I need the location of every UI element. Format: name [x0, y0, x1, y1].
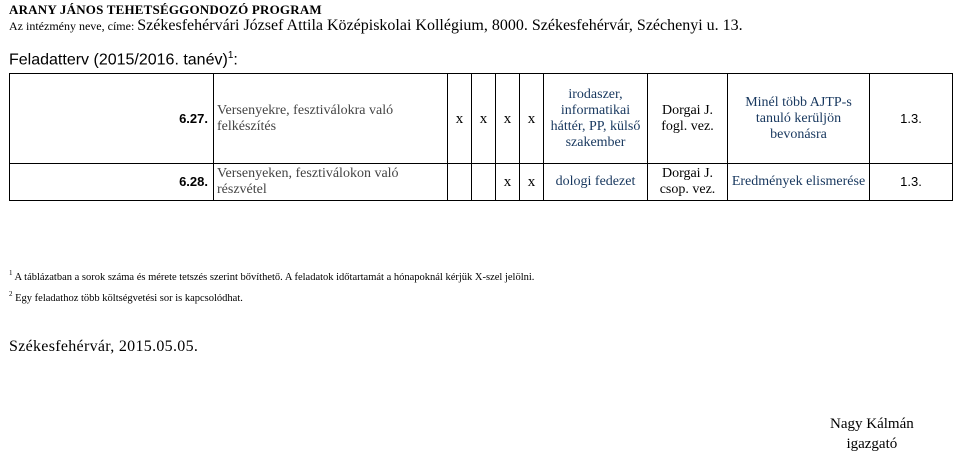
plan-title	[9, 50, 238, 69]
indicator: Eredmények elismerése	[728, 164, 870, 201]
budget-code: 1.3.	[870, 164, 953, 201]
table-row	[10, 164, 953, 201]
indicator: Minél több AJTP-s tanuló kerüljön bevonásra	[728, 74, 870, 164]
month-mark: x	[448, 74, 472, 164]
signature-block	[830, 414, 914, 454]
footnote-text: A táblázatban a sorok száma és mérete tetszés szerint bővíthető. A feladatok időtartamát a hónapoknál kérjük X-szel jelölni.	[14, 272, 535, 283]
program-name: ARANY JÁNOS TEHETSÉGGONDOZÓ PROGRAM	[9, 2, 322, 17]
footnote-text: Egy feladathoz több költségvetési sor is kapcsolódhat.	[15, 293, 243, 304]
institution-line	[9, 17, 743, 35]
task-name: Versenyeken, fesztiválokon való részvétel	[214, 164, 448, 201]
month-mark	[448, 164, 472, 201]
institution-value: Székesfehérvári József Attila Középiskolai Kollégium, 8000. Székesfehérvár, Széchenyi u. 13.	[137, 17, 743, 34]
budget-code: 1.3.	[870, 74, 953, 164]
signer-title: igazgató	[846, 436, 898, 452]
footnote-mark: 1	[9, 269, 13, 277]
responsible: Dorgai J. fogl. vez.	[648, 74, 728, 164]
month-mark: x	[496, 74, 520, 164]
plan-title-footnote-mark: 1	[227, 50, 234, 61]
plan-title-suffix: :	[233, 51, 238, 69]
resources: dologi fedezet	[544, 164, 648, 201]
footnote-2	[9, 286, 534, 307]
resources: irodaszer, informatikai háttér, PP, külső szakember	[544, 74, 648, 164]
month-mark	[472, 164, 496, 201]
place-and-date: Székesfehérvár, 2015.05.05.	[9, 338, 199, 355]
signer-name: Nagy Kálmán	[830, 416, 914, 432]
footnote-1	[9, 265, 534, 286]
month-mark: x	[496, 164, 520, 201]
task-plan-table	[9, 73, 953, 201]
footnotes	[9, 265, 534, 307]
month-mark: x	[520, 164, 544, 201]
footnote-mark: 2	[9, 290, 13, 298]
month-mark: x	[472, 74, 496, 164]
month-mark: x	[520, 74, 544, 164]
institution-label: Az intézmény neve, címe:	[9, 19, 135, 33]
row-number: 6.27.	[10, 74, 214, 164]
plan-title-text: Feladatterv (2015/2016. tanév)	[9, 51, 228, 69]
responsible: Dorgai J. csop. vez.	[648, 164, 728, 201]
row-number: 6.28.	[10, 164, 214, 201]
task-name: Versenyekre, fesztiválokra való felkészítés	[214, 74, 448, 164]
table-row	[10, 74, 953, 164]
